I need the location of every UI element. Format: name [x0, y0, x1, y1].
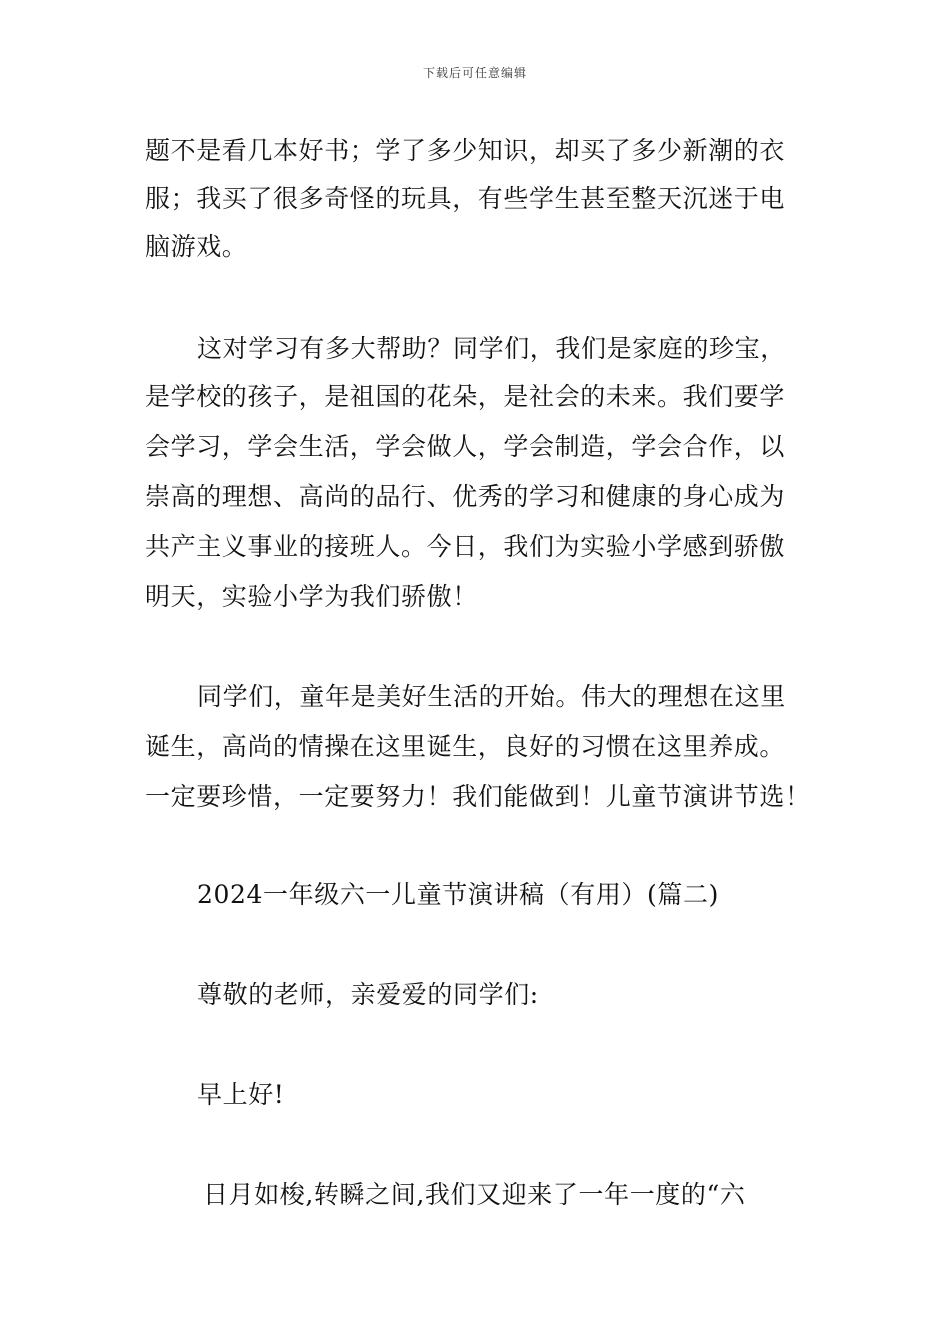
greeting: 早上好!	[197, 1080, 285, 1109]
body-line: 崇高的理想、高尚的品行、优秀的学习和健康的身心成为	[145, 482, 786, 511]
body-line: 题不是看几本好书；学了多少知识，却买了多少新潮的衣	[145, 136, 786, 165]
section-title: 2024一年级六一儿童节演讲稿（有用）(篇二)	[197, 880, 719, 909]
body-line: 服；我买了很多奇怪的玩具，有些学生甚至整天沉迷于电	[145, 184, 786, 213]
paragraph-first-line: 日月如梭,转瞬之间,我们又迎来了一年一度的“六	[203, 1180, 746, 1209]
page-header: 下载后可任意编辑	[422, 66, 527, 80]
body-line: 诞生，高尚的情操在这里诞生，良好的习惯在这里养成。	[145, 732, 786, 761]
body-line: 是学校的孩子，是祖国的花朵，是社会的未来。我们要学	[145, 382, 786, 411]
body-line: 一定要珍惜，一定要努力！我们能做到！儿童节演讲节选！	[145, 782, 811, 811]
body-line: 脑游戏。	[145, 232, 248, 261]
body-line: 共产主义事业的接班人。今日，我们为实验小学感到骄傲	[145, 532, 786, 561]
body-line: 会学习，学会生活，学会做人，学会制造，学会合作，以	[145, 432, 786, 461]
body-line: 明天，实验小学为我们骄傲！	[145, 582, 478, 611]
paragraph-first-line: 同学们，童年是美好生活的开始。伟大的理想在这里	[197, 682, 786, 711]
paragraph-first-line: 这对学习有多大帮助？同学们，我们是家庭的珍宝，	[197, 334, 786, 363]
salutation: 尊敬的老师，亲爱爱的同学们:	[197, 980, 539, 1009]
